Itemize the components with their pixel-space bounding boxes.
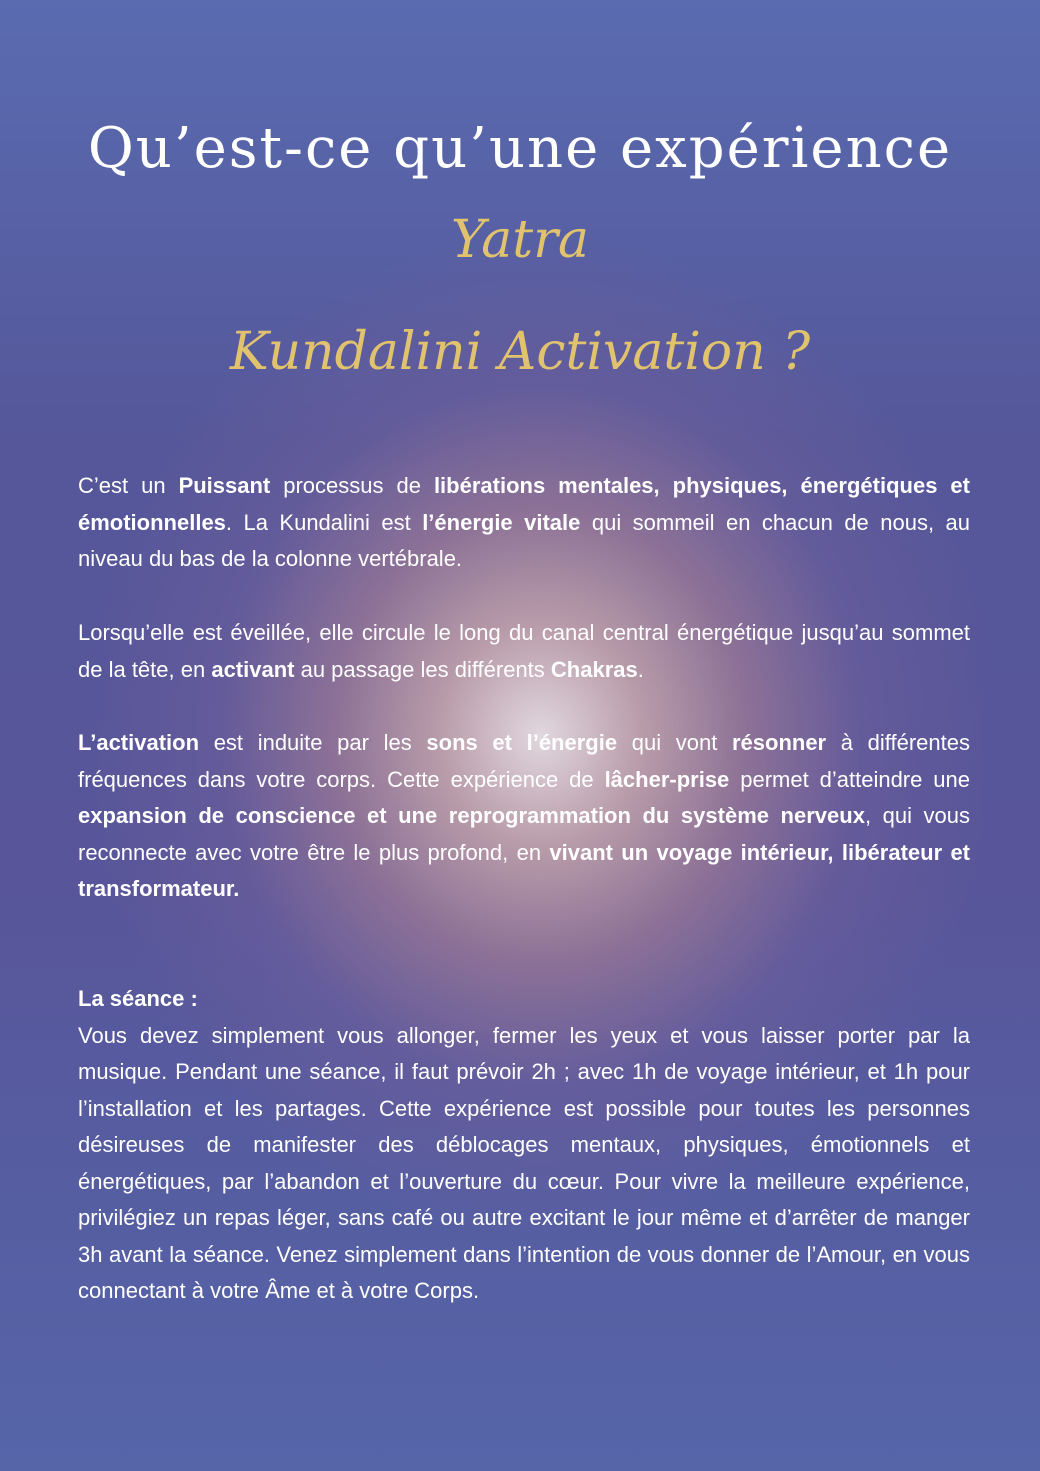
session-heading — [78, 981, 970, 1018]
bold-span: activant — [211, 656, 295, 682]
bold-span: L’activation — [78, 730, 200, 755]
bold-span: résonner — [731, 730, 827, 755]
session-text: Vous devez simplement vous allonger, fermer les yeux et vous laisser porter par la musique. Pendant une séance, il faut prévoir 2h ; avec 1h de voyage intérieur, et 1h pour l’installation et les partages. Cette expérience est possible pour toutes les personnes désireuses de manifester des déblocages mentaux, physiques, émotionnels et énergétiques, par l’abandon et l’ouverture du cœur. Pour vivre la meilleure expérience, privilégiez un repas léger, sans café ou autre excitant le jour même et d’arrêter de manger 3h avant la séance. Venez simplement dans l’intention de vous donner de l’Amour, en vous connectant à votre Âme et à votre Corps. — [78, 1022, 970, 1303]
activation-paragraph — [78, 725, 970, 908]
awakening-paragraph — [78, 615, 970, 688]
bold-span: l’énergie vitale — [422, 509, 581, 535]
page-title: Qu’est-ce qu’une expérience — [87, 115, 953, 181]
bold-span: libérations mentales, physiques, énergétiques et émotionnelles — [78, 473, 970, 535]
text-span: à différentes fréquences dans votre corps. Cette expérience de — [78, 730, 970, 792]
text-span: qui vont — [617, 730, 732, 755]
text-span: Lorsqu’elle est éveillée, elle circule le long du canal central énergétique jusqu’au sommet de la tête, en — [78, 620, 970, 682]
intro-paragraph — [78, 468, 970, 578]
text-span: permet d’atteindre une — [729, 766, 970, 792]
bold-span: La séance : — [78, 986, 198, 1011]
text-span: C’est un — [78, 473, 179, 498]
bold-span: Chakras — [550, 656, 638, 682]
subtitle-kundalini-activation: Kundalini Activation ? — [229, 322, 811, 382]
session-section — [78, 981, 970, 1310]
bold-span: vivant un voyage intérieur, libérateur et transformateur. — [78, 839, 971, 901]
text-span: processus de — [270, 473, 434, 498]
text-span: , qui vous reconnecte avec votre être le plus profond, en — [78, 803, 970, 865]
text-span: qui sommeil en chacun de nous, au niveau du bas de la colonne vertébrale. — [78, 509, 970, 571]
subtitle-yatra: Yatra — [450, 210, 590, 270]
bold-span: Puissant — [178, 473, 271, 498]
text-span: . — [637, 656, 644, 682]
text-span: . La Kundalini est — [225, 509, 423, 535]
text-span: au passage les différents — [294, 656, 551, 682]
bold-span: sons et l’énergie — [426, 730, 618, 755]
bold-span: lâcher-prise — [604, 766, 730, 792]
text-span: est induite par les — [199, 730, 427, 755]
bold-span: expansion de conscience et une reprogrammation du système nerveux — [78, 803, 865, 828]
